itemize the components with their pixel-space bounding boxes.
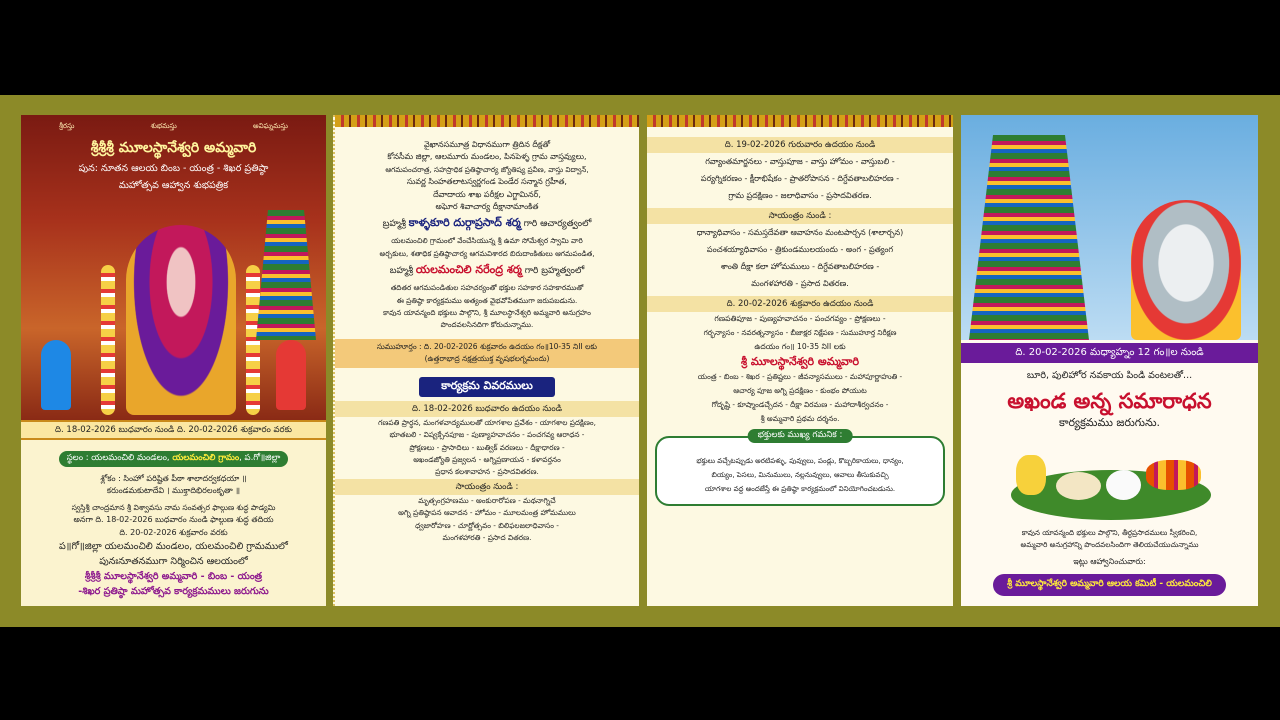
temple-tower-image bbox=[961, 115, 1258, 340]
body-line: కోనసీమ జిల్లా, ఆలమూరు మండలం, పినపెళ్ళ గ్రామ వాస్తవ్యులు, bbox=[387, 152, 587, 162]
top-word: శ్రీరస్తు bbox=[59, 122, 75, 130]
schedule-line: ప్రోక్షణలు - ప్రాసాదిలు - బుత్విక్ వరణలు - దీక్షాధారణ - bbox=[409, 442, 565, 452]
muhurtham-line: సుముహూర్తం : ది. 20-02-2026 శుక్రవారం ఉదయం గం॥10-35 నిII లకు bbox=[377, 341, 597, 351]
body-line: అఘోర శివాచార్య దీక్షానామాంకిత bbox=[435, 202, 539, 212]
brahma-line: బహ్మశ్రీ యలమంచిలి నరేంద్ర శర్మ గారి బ్రహ్మత్వంలో bbox=[389, 263, 585, 277]
program-title: కార్యక్రమ వివరములు bbox=[419, 377, 555, 397]
body-line: దేవాదాయ శాఖ పరీక్షల ఎగ్జామినర్, bbox=[433, 189, 541, 199]
decorative-border bbox=[647, 115, 953, 127]
body-line: పొందవలసినదిగా కోరుచున్నాము. bbox=[440, 320, 534, 330]
venue-district: , ప.గో॥జిల్లా bbox=[239, 453, 281, 463]
cover-invitation-line: మహోత్సవ ఆహ్వాన శుభపత్రిక bbox=[118, 180, 229, 191]
notice-line: బియ్యం, పెసలు, మినుములు, నల్లనువ్వులు, ఆవాలు తీసుకువచ్చి bbox=[711, 471, 889, 479]
panel-annadanam bbox=[961, 115, 1258, 606]
closing-line: కావున యావన్మంది భక్తులు పాల్గొని, తీర్థప్రసాదములు స్వీకరించి, bbox=[1021, 528, 1198, 537]
schedule-line: గర్భన్యాసం - నవరత్నన్యాసం - బీజాక్షర నిక్షేపణ - సుముహూర్త నిరీక్షణ bbox=[703, 328, 897, 337]
body-text: ప॥గో॥జిల్లా యలమంచిలి మండలం, యలమంచిలి గ్రామములో bbox=[59, 541, 288, 553]
schedule-line: శ్రీ అమ్మవారి ప్రథమ దర్శనం. bbox=[760, 414, 840, 423]
temple-arch-image bbox=[21, 115, 326, 420]
notice-box bbox=[655, 430, 945, 506]
day3-heading: ది. 20-02-2026 శుక్రవారం ఉదయం నుండి bbox=[647, 296, 953, 312]
meal-image bbox=[1011, 450, 1211, 525]
notice-title: భక్తులకు ముఖ్య గమనిక : bbox=[748, 429, 853, 443]
notice-line: యాగశాల వద్ద అందజేస్తే ఈ ప్రతిష్ఠా కార్యక్రమంలో వినియోగించబడును. bbox=[704, 485, 896, 493]
body-text: స్వస్తిశ్రీ చాంద్రమాన శ్రీ విశ్వావసు నామ సంవత్సర ఫాల్గుణ శుద్ధ పాడ్యమి bbox=[71, 502, 276, 512]
venue-prefix: స్థలం : యలమంచిలి మండలం, bbox=[66, 453, 173, 463]
annadanam-title: అఖండ అన్న సమారాధన bbox=[1007, 389, 1212, 413]
body-text-highlight: శ్రీశ్రీశ్రీ మూలస్థానేశ్వరి అమ్మవారి - బింబ - యంత్ర bbox=[84, 571, 263, 583]
committee-badge: శ్రీ మూలస్థానేశ్వరి అమ్మవారి ఆలయ కమిటీ - యలమంచిలి bbox=[993, 574, 1226, 596]
schedule-line: అగ్ని ప్రతిష్ఠాపన ఆవాదన - హోమం - మూలమంత్ర హోమములు bbox=[398, 508, 576, 518]
body-line: అర్చకులు, శతాధిక ప్రతిష్ఠాచార్య ఆగమవిశారద బిరుదాంకితులు ఆగమపండిత, bbox=[379, 248, 595, 258]
schedule-line: శాంతి దీక్షా కలా హోమములు - దిగ్దేవతాబలిహరణ - bbox=[720, 262, 880, 271]
schedule-line: మృత్సంగ్రహణము - అంకురారోపణ - మథనాగ్నిచే bbox=[418, 495, 556, 505]
date-strip: ది. 18-02-2026 బుధవారం నుండి ది. 20-02-2026 శుక్రవారం వరకు bbox=[21, 420, 326, 440]
top-word: శుభమస్తు bbox=[150, 122, 177, 130]
panel-schedule bbox=[647, 115, 953, 606]
devotee-left-image bbox=[41, 340, 71, 410]
muhurtham-nakshatra: (ఉత్తరాభాద్ర నక్షత్రయుక్త వృషభలగ్నమందు) bbox=[424, 354, 550, 364]
body-line: తదితర ఆగమపండితుల సహచర్యంతో భక్తుల సహకార సహకారముతో bbox=[390, 283, 584, 293]
body-text: ది. 20-02-2026 శుక్రవారం వరకు bbox=[119, 527, 228, 537]
muhurtham-box bbox=[335, 339, 639, 368]
panel-ceremony-details bbox=[333, 115, 639, 606]
schedule-line: ఉదయం గం॥ 10-35 నిII లకు bbox=[754, 342, 846, 351]
schedule-line: యంత్ర - బింబ - శిఖర - ప్రతిష్టలు - జీవన్యాసములు - మహాపూర్ణాహుతి - bbox=[697, 372, 903, 381]
top-word: అవిఘ్నమస్తు bbox=[253, 122, 288, 130]
body-line: కావున యావన్మంది భక్తులు పాల్గొని, శ్రీ మూలస్థానేశ్వరి అమ్మవారి అనుగ్రహం bbox=[383, 308, 591, 318]
venue-pill bbox=[21, 445, 326, 467]
schedule-line: గణపతిపూజ - పుణ్యహవాచనం - పంచగవ్యం - ప్రోక్షణలు - bbox=[714, 314, 886, 323]
garland-right bbox=[246, 265, 260, 415]
body-text: అనగా ది. 18-02-2026 బుధవారం నుండి ఫాల్గుణ శుద్ధ తదియ bbox=[73, 515, 274, 525]
sloka-line: శ్లోకం : సింహో పరిష్టిత పీఠా శాలాదర్వకధయా ॥ bbox=[100, 474, 247, 483]
body-line: ఆగమపంచరాత్ర, సహస్రాధిక ప్రతిష్ఠాచార్య జ్యోతిష్య ప్రవీణ, వాస్తు విద్వాన్, bbox=[385, 164, 589, 174]
day1-heading: ది. 18-02-2026 బుధవారం ఉదయం నుండి bbox=[335, 401, 639, 417]
day2-evening-heading: సాయంత్రం నుండి : bbox=[647, 208, 953, 224]
schedule-line: గవ్యాంతమార్జనలు - వాస్తుపూజ - వాస్తు హోమం - వాస్తుబలి - bbox=[705, 157, 895, 166]
schedule-line: పంచశయ్యాధివాసం - త్రికుండములయందు - అంగ - ప్రత్యంగ bbox=[706, 245, 894, 254]
schedule-line: ఆచార్య పూజ అగ్ని ప్రదక్షిణం - కుంభం పోయుట bbox=[733, 386, 867, 395]
garland-left bbox=[101, 265, 115, 415]
panel-cover bbox=[21, 115, 326, 606]
body-line: ఈ ప్రతిష్ఠా కార్యక్రమము అత్యంత వైభవోపేతముగా జరుపబడును. bbox=[396, 295, 578, 305]
deity-name-line: శ్రీ మూలస్థానేశ్వరి అమ్మవారి bbox=[741, 355, 859, 368]
annadanam-subtitle: కార్యక్రమము జరుగును. bbox=[1058, 416, 1161, 429]
notice-line: భక్తులు వచ్చేటప్పుడు అరటిపళ్ళు, పువ్వులు, పండ్లు, కొబ్బరికాయలు, ధాన్యం, bbox=[696, 457, 904, 465]
acharya-name: కాళ్ళకూరి దుర్గాప్రసాద్ శర్మ bbox=[408, 216, 521, 230]
deity-idol-image bbox=[1131, 200, 1241, 340]
decorative-border bbox=[335, 115, 639, 127]
body-line: యలమంచిలి గ్రామంలో వేంచేసియున్న శ్రీ ఉమా సోమేశ్వర స్వామి వారి bbox=[391, 236, 583, 246]
brahma-name: యలమంచిలి నరేంద్ర శర్మ bbox=[415, 263, 522, 277]
schedule-line: అఖండజ్యోతి ప్రజ్వలన - అగ్నిప్రణాయన - కళావర్తనం bbox=[413, 454, 561, 464]
acharya-line: బ్రహ్మశ్రీ కాళ్ళకూరి దుర్గాప్రసాద్ శర్మ గారి ఆచార్యత్వంలో bbox=[382, 216, 592, 230]
schedule-line: మంగళహారతి - ప్రసాద వితరణ. bbox=[442, 532, 532, 542]
food-line: బూరి, పులిహోర నవకాయ పిండి వంటలతో... bbox=[1026, 370, 1193, 381]
gopuram-image bbox=[256, 210, 316, 340]
body-text-highlight: -శిఖర ప్రతిష్ఠా మహోత్సవ కార్యక్రమములు జరుగును bbox=[78, 586, 269, 598]
date-bar: ది. 20-02-2026 మధ్యాహ్నం 12 గం॥ల నుండి bbox=[961, 343, 1258, 363]
schedule-line: మంగళహారతి - ప్రసాద వితరణ. bbox=[751, 279, 849, 288]
schedule-line: భూతబలి - విష్వక్సేనపూజ - పుణ్యాహవాచనం - పంచగవ్య ఆరాధన - bbox=[389, 430, 585, 440]
schedule-line: గ్రామ ప్రదక్షిణం - జలాధివాసం - ప్రసాదవితరణ. bbox=[728, 191, 872, 200]
schedule-line: గణపతి ప్రార్థన, మంగళవాద్యములతో యాగశాల ప్రవేశం - యాగశాల ప్రదక్షిణం, bbox=[378, 417, 596, 427]
schedule-line: ప్రధాన కలశావాహన - ప్రసాదవితరణ. bbox=[435, 467, 539, 477]
gopuram-image bbox=[969, 135, 1089, 340]
schedule-line: ధాన్యాధివాసం - సమస్తదేవతా ఆవాహనం మంటపార్చన (శాలార్చన) bbox=[696, 228, 904, 237]
schedule-line: గోదృష్టి - కూష్మాండచ్చేదన - దీక్షా విరమణ - మహాదాశీర్వచనం - bbox=[711, 400, 889, 409]
cover-subtitle: పున: నూతన ఆలయ బింబ - యంత్ర - శిఖర ప్రతిష్ఠా bbox=[78, 163, 269, 174]
devotee-right-image bbox=[276, 340, 306, 410]
closing-line: అమ్మవారి అనుగ్రహాన్ని పొందవలసిందిగా తెలియచేయుచున్నాము bbox=[1020, 540, 1199, 550]
day1-evening-heading: సాయంత్రం నుండి : bbox=[335, 479, 639, 495]
body-line: వైఖానసమూత్ర విధానముగా త్రిదిన దీక్షతో bbox=[423, 140, 551, 149]
schedule-line: ధ్వజారోహణ - చూర్ణోత్సవం - బిలిఫలజలాధివాసం - bbox=[415, 520, 559, 530]
schedule-line: పర్యగ్నికరణం - క్షీరాభిషేకం - ప్రాతరోపాసన - దిగ్దేవతాబలిహరణ - bbox=[700, 174, 900, 183]
body-text: పునఃనూతనముగా నిర్మించిన ఆలయంలో bbox=[99, 556, 248, 568]
body-line: సువర్ణ సింహతలాటస్వర్ణగండ పెండేర సన్మాన గ్రహీత, bbox=[407, 177, 567, 187]
sloka-line: కరుండమకుటాదేవి । ముక్తాదిభిరలంకృతా ॥ bbox=[106, 486, 241, 496]
cover-title: శ్రీశ్రీశ్రీ మూలస్థానేశ్వరి అమ్మవారి bbox=[90, 140, 257, 156]
day2-heading: ది. 19-02-2026 గురువారం ఉదయం నుండి bbox=[647, 137, 953, 153]
invite-label: ఇట్లు ఆహ్వానించువారు: bbox=[1073, 556, 1146, 566]
venue-village: యలమంచిలి గ్రామం bbox=[172, 453, 240, 463]
deity-image bbox=[126, 225, 236, 415]
